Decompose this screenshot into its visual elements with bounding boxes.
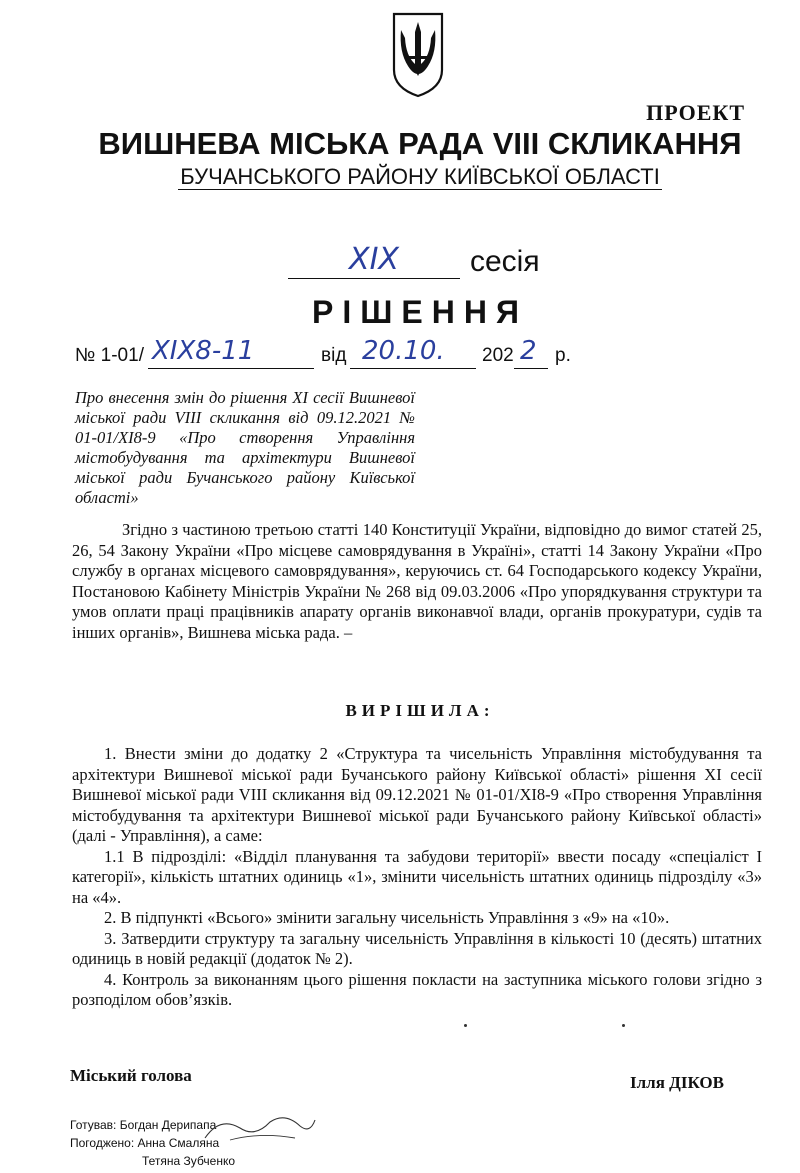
decision-number-value: XIX8-11	[152, 336, 255, 366]
agreed-by-second: Тетяна Зубченко	[142, 1154, 236, 1168]
scan-mark	[622, 1024, 625, 1027]
agreed-by: Погоджено: Анна Смаляна	[70, 1136, 220, 1150]
district-line	[0, 164, 800, 190]
session-word: сесія	[470, 245, 540, 278]
resolved-heading: ВИРІШИЛА:	[345, 701, 495, 720]
mayor-title: Міський голова	[70, 1066, 192, 1085]
trident-emblem-icon	[392, 12, 444, 98]
year-prefix: 202	[482, 345, 514, 366]
year-digit: 2	[520, 336, 537, 366]
decision-items	[72, 744, 762, 1011]
date-value: 20.10.	[362, 336, 445, 366]
prepared-by: Готував: Богдан Дерипапа	[70, 1118, 217, 1132]
decision-item: 2. В підпункті «Всього» змінити загальну чисельність Управління з «9» на «10».	[104, 908, 670, 927]
council-name: ВИШНЕВА МІСЬКА РАДА VIII СКЛИКАННЯ	[98, 126, 742, 161]
session-number: XIX	[349, 242, 399, 277]
decision-item: 1.1 В підрозділі: «Відділ планування та забудови території» ввести посаду «спеціаліст І категорії», кількість штатних одиниць «1», змінити чисельність штатних одиниць підрозділу «3» на «4».	[72, 846, 762, 907]
decision-number-prefix: № 1-01/	[75, 345, 144, 366]
handwritten-signature-icon	[200, 1108, 320, 1148]
date-prefix: від	[321, 345, 347, 366]
decision-item: 3. Затвердити структуру та загальну чисельність Управління в кількості 10 (десять) штатних одиниць в новій редакції (додаток № 2).	[72, 928, 762, 968]
year-suffix: р.	[555, 345, 571, 366]
draft-label: ПРОЕКТ	[646, 100, 745, 125]
preamble: Згідно з частиною третьою статті 140 Конституції України, відповідно до вимог статей 25, 26, 54 Закону України «Про місцеве самоврядування в Україні», статті 14 Закону України «Про службу в органах місцевого самоврядування», керуючись ст. 64 Господарського кодексу України, Постановою Кабінету Міністрів України № 268 від 09.03.2006 «Про упорядкування структури та умов оплати праці працівників апарату органів виконавчої влади, органів прокуратури, судів та інших органів», Вишнева міська рада. –	[72, 520, 762, 642]
mayor-name: Ілля ДІКОВ	[630, 1073, 724, 1092]
decision-item: 4. Контроль за виконанням цього рішення покласти на заступника міського голови згідно з розподілом обов’язків.	[72, 969, 762, 1009]
district-text: БУЧАНСЬКОГО РАЙОНУ КИЇВСЬКОЇ ОБЛАСТІ	[180, 164, 660, 189]
decision-subject: Про внесення змін до рішення XI сесії Вишневої міської ради VIII скликання від 09.12.2021 № 01-01/ХІ8-9 «Про створення Управління містобудування та архітектури Вишневої міської ради Бучанського району Київської області»	[75, 388, 415, 507]
decision-title: РІШЕННЯ	[312, 294, 528, 330]
scan-mark	[464, 1024, 467, 1027]
decision-item: 1. Внести зміни до додатку 2 «Структура та чисельність Управління містобудування та архітектури Вишневої міської ради Бучанського району Київської області» рішення XI сесії Вишневої міської ради VIII скликання від 09.12.2021 № 01-01/ХІ8-9 «Про створення Управління містобудування та архітектури Вишневої міської ради Бучанського району Київської області» (далі - Управління), а саме:	[72, 744, 762, 845]
